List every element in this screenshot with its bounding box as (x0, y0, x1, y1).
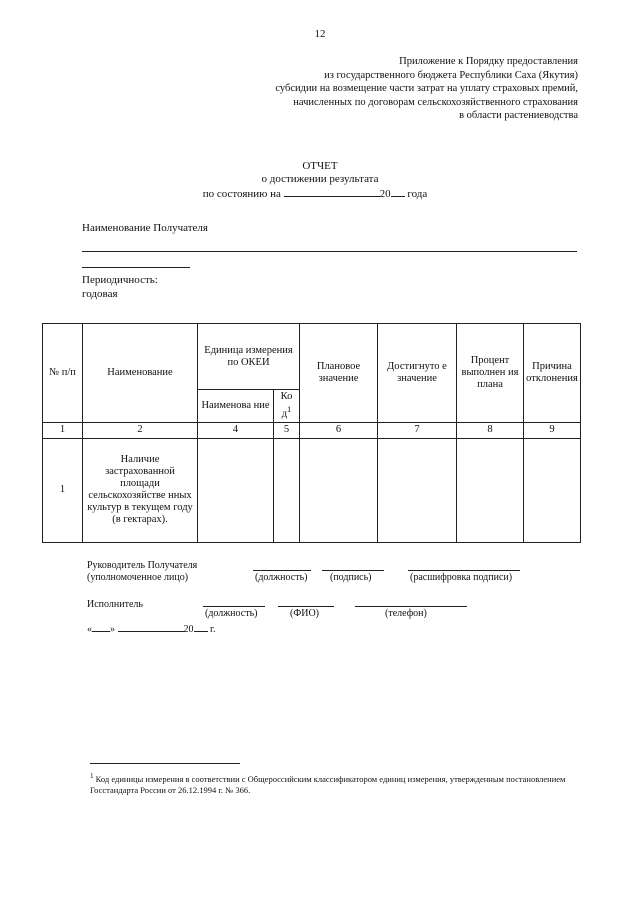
date-year-blank (194, 621, 208, 632)
head-decoding: (расшифровка подписи) (410, 572, 513, 583)
exec-fio: (ФИО) (290, 608, 320, 619)
footnote-mark: 1 (90, 772, 94, 780)
exec-phone: (телефон) (385, 608, 427, 619)
footnote-separator (90, 763, 240, 764)
row-actual (378, 438, 457, 542)
row-plan (300, 438, 378, 542)
header-percent: Процент выполнен ия плана (457, 324, 524, 423)
header-reason: Причина отклонения (524, 324, 581, 423)
exec-position-line (203, 606, 265, 607)
header-unit-code (274, 390, 300, 423)
row-reason (524, 438, 581, 542)
colnum: 9 (524, 422, 581, 438)
date-day-blank (92, 621, 110, 632)
exec-fio-line (278, 606, 334, 607)
table-row (43, 438, 581, 542)
head-position-line (253, 570, 311, 571)
periodicity-label: Периодичность: (82, 274, 158, 286)
head-signature-line (322, 570, 384, 571)
footnote (90, 771, 590, 796)
header-name: Наименование (83, 324, 198, 423)
appendix-line: в области растениеводства (459, 110, 578, 121)
title-main: ОТЧЕТ (302, 160, 338, 172)
colnum: 2 (83, 422, 198, 438)
colnum: 1 (43, 422, 83, 438)
date-prefix: по состоянию на (202, 188, 281, 200)
recipient-label: Наименование Получателя (82, 222, 208, 234)
appendix-line: из государственного бюджета Республики Саха (Якутия) (324, 69, 578, 81)
recipient-line-short (82, 267, 190, 268)
report-table (42, 323, 581, 543)
footnote-ref: 1 (287, 404, 292, 414)
colnum: 6 (300, 422, 378, 438)
recipient-line (82, 251, 577, 252)
date-line (87, 621, 215, 635)
appendix-header (275, 55, 578, 123)
head-label: Руководитель Получателя (87, 560, 198, 571)
year-suffix: года (407, 188, 428, 200)
header-unit-name: Наименова ние (198, 390, 274, 423)
header-unit: Единица измерения по ОКЕИ (198, 324, 300, 390)
exec-position: (должность) (205, 608, 258, 619)
row-unit-name (198, 438, 274, 542)
head-decoding-line (408, 570, 520, 571)
head-position: (должность) (255, 572, 308, 583)
header-number: № п/п (43, 324, 83, 423)
head-signature: (подпись) (330, 572, 372, 583)
appendix-line: субсидии на возмещение части затрат на уплату страховых премий, (275, 83, 578, 94)
title-sub: о достижении результата (261, 173, 379, 185)
header-unit-code-text: Ко д (280, 391, 293, 420)
date-open: « (87, 624, 92, 635)
report-title (0, 160, 640, 201)
year-prefix: 20 (379, 188, 391, 200)
row-number: 1 (43, 438, 83, 542)
footnote-text: Код единицы измерения в соответствии с Общероссийским классификатором единиц измерения, утвержденным постановлением Госстандарта России от 26.12.1994 г. № 366. (90, 773, 566, 795)
year-blank (391, 186, 405, 197)
title-date (0, 186, 640, 201)
date-blank (284, 186, 380, 197)
date-year: 20 (183, 624, 194, 635)
header-actual: Достигнуто е значение (378, 324, 457, 423)
header-plan: Плановое значение (300, 324, 378, 423)
page-number: 12 (314, 28, 326, 40)
colnum: 8 (457, 422, 524, 438)
date-close: » (110, 624, 115, 635)
date-suffix: г. (210, 624, 216, 635)
appendix-line: Приложение к Порядку предоставления (399, 56, 578, 67)
exec-phone-line (355, 606, 467, 607)
appendix-line: начисленных по договорам сельскохозяйственного страхования (293, 96, 578, 108)
head-sub: (уполномоченное лицо) (87, 572, 189, 583)
periodicity-value: годовая (82, 288, 118, 300)
colnum: 5 (274, 422, 300, 438)
date-month-blank (118, 621, 184, 632)
periodicity (82, 273, 158, 301)
colnum: 7 (378, 422, 457, 438)
row-name: Наличие застрахованной площади сельскохозяйстве нных культур в текущем году (в гектарах). (83, 438, 198, 542)
executor-label: Исполнитель (87, 599, 143, 610)
row-percent (457, 438, 524, 542)
colnum: 4 (198, 422, 274, 438)
row-unit-code (274, 438, 300, 542)
